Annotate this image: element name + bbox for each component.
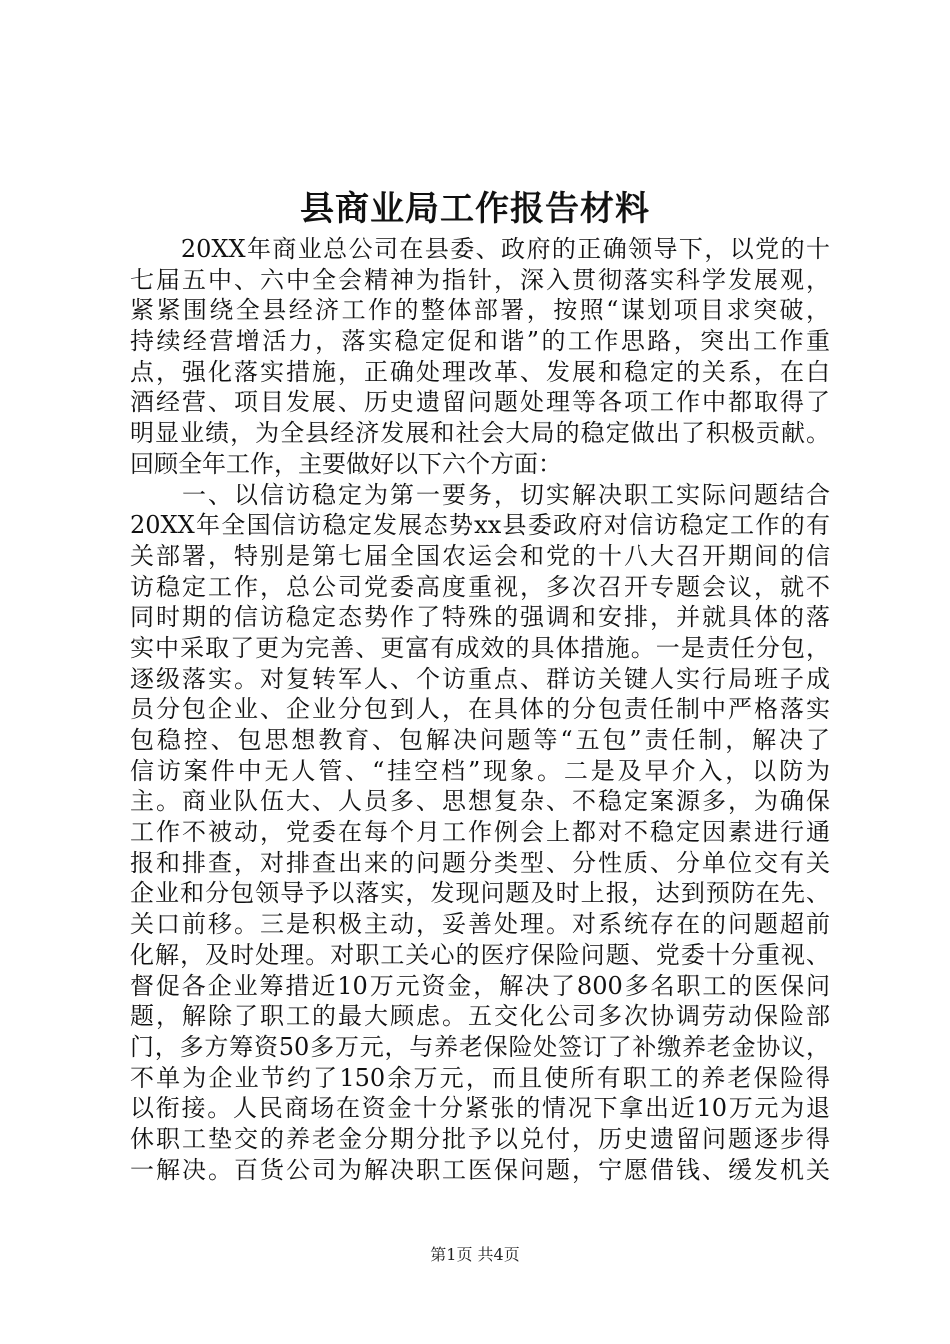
body-text-line: 关口前移。三是积极主动，妥善处理。对系统存在的问题超前 (130, 910, 830, 939)
body-text-line: 化解，及时处理。对职工关心的医疗保险问题、党委十分重视、 (130, 940, 830, 969)
body-text-line: 工作不被动，党委在每个月工作例会上都对不稳定因素进行通 (130, 818, 830, 847)
body-text-line: 关部署，特别是第七届全国农运会和党的十八大召开期间的信 (130, 541, 830, 570)
document-title: 县商业局工作报告材料 (300, 189, 650, 229)
body-text-line: 同时期的信访稳定态势作了特殊的强调和安排，并就具体的落 (130, 603, 830, 632)
body-text-line: 以衔接。人民商场在资金十分紧张的情况下拿出近10万元为退 (130, 1094, 830, 1123)
body-text-line: 一、以信访稳定为第一要务，切实解决职工实际问题结合 (130, 480, 830, 509)
body-text-line: 酒经营、项目发展、历史遗留问题处理等各项工作中都取得了 (130, 388, 830, 417)
body-text-line: 20XX年商业总公司在县委、政府的正确领导下，以党的十 (130, 235, 830, 263)
body-text-line: 包稳控、包思想教育、包解决问题等“五包”责任制，解决了 (130, 726, 830, 754)
body-text-line: 逐级落实。对复转军人、个访重点、群访关键人实行局班子成 (130, 664, 830, 693)
body-text-line: 督促各企业筹措近10万元资金，解决了800多名职工的医保问 (130, 971, 830, 1000)
body-text-line: 信访案件中无人管、“挂空档”现象。二是及早介入，以防为 (130, 756, 830, 785)
body-text-line: 明显业绩，为全县经济发展和社会大局的稳定做出了积极贡献。 (130, 419, 830, 448)
body-text-line: 门，多方筹资50多万元，与养老保险处签订了补缴养老金协议， (130, 1032, 830, 1061)
body-text-line: 回顾全年工作，主要做好以下六个方面： (130, 449, 562, 478)
body-text-line: 题，解除了职工的最大顾虑。五交化公司多次协调劳动保险部 (130, 1002, 830, 1031)
document-body (130, 234, 830, 1185)
body-text-line: 实中采取了更为完善、更富有成效的具体措施。一是责任分包， (130, 633, 830, 662)
body-text-line: 员分包企业、企业分包到人，在具体的分包责任制中严格落实 (130, 695, 830, 724)
body-text-line: 访稳定工作，总公司党委高度重视，多次召开专题会议，就不 (130, 572, 830, 601)
body-text-line: 紧紧围绕全县经济工作的整体部署，按照“谋划项目求突破， (130, 296, 830, 325)
body-text-line: 休职工垫交的养老金分期分批予以兑付，历史遗留问题逐步得 (130, 1124, 830, 1153)
body-text-line: 20XX年全国信访稳定发展态势xx县委政府对信访稳定工作的有 (130, 511, 830, 540)
body-text-line: 持续经营增活力，落实稳定促和谐”的工作思路，突出工作重 (130, 327, 830, 356)
body-text-line: 点，强化落实措施，正确处理改革、发展和稳定的关系，在白 (130, 357, 830, 386)
body-text-line: 一解决。百货公司为解决职工医保问题，宁愿借钱、缓发机关 (130, 1155, 830, 1184)
page-footer: 第1页 共4页 (430, 1245, 520, 1264)
body-text-line: 主。商业队伍大、人员多、思想复杂、不稳定案源多，为确保 (130, 787, 830, 816)
body-text-line: 七届五中、六中全会精神为指针，深入贯彻落实科学发展观， (130, 265, 830, 294)
body-text-line: 企业和分包领导予以落实，发现问题及时上报，达到预防在先、 (130, 879, 830, 908)
body-text-line: 报和排查，对排查出来的问题分类型、分性质、分单位交有关 (130, 848, 830, 877)
body-text-line: 不单为企业节约了150余万元，而且使所有职工的养老保险得 (130, 1063, 830, 1092)
